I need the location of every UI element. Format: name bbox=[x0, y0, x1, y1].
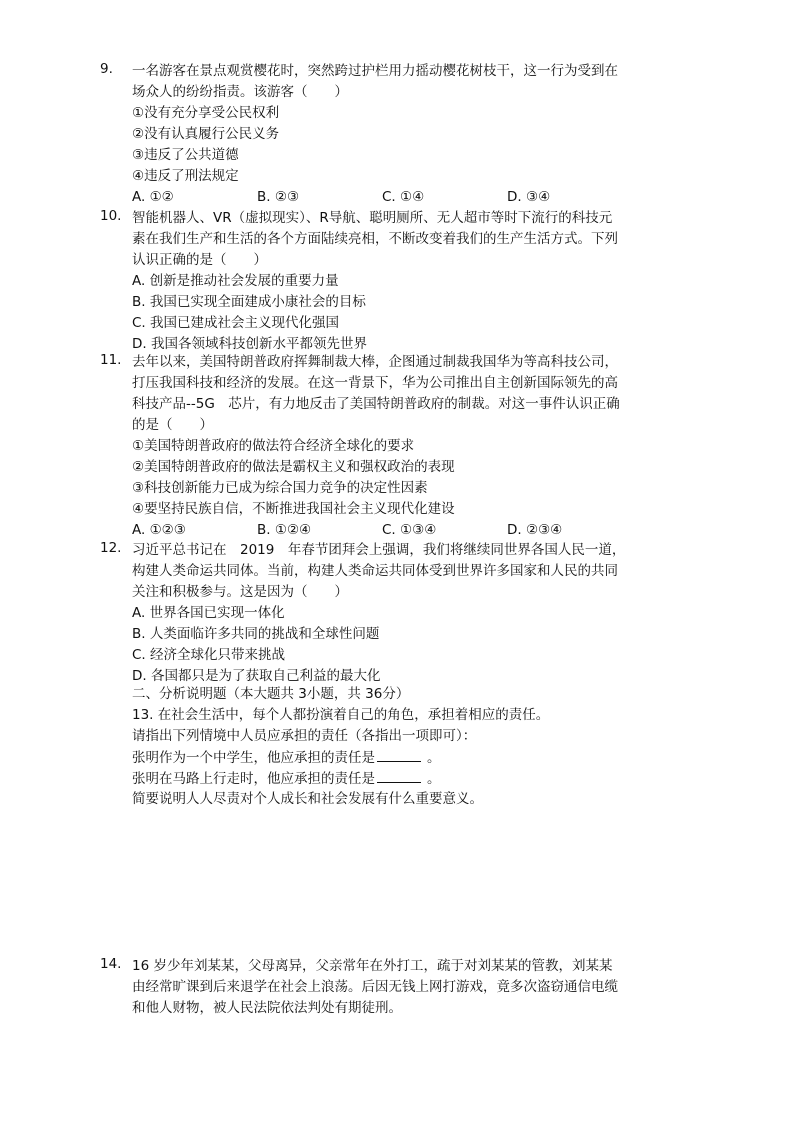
question-stem-line: 素在我们生产和生活的各个方面陆续亮相，不断改变着我们的生产生活方式。下列 bbox=[132, 231, 618, 247]
option-row bbox=[132, 520, 672, 541]
option-d: D. 各国都只是为了获取自己利益的最大化 bbox=[132, 668, 381, 684]
question-stem-line: 去年以来，美国特朗普政府挥舞制裁大棒，企图通过制裁我国华为等高科技公司， bbox=[132, 354, 618, 370]
statement-item: ②没有认真履行公民义务 bbox=[132, 126, 280, 142]
question-13-prompt: 简要说明人人尽责对个人成长和社会发展有什么重要意义。 bbox=[132, 791, 483, 807]
statement-item: ③科技创新能力已成为综合国力竞争的决定性因素 bbox=[132, 480, 428, 496]
option-a: A. ①② bbox=[132, 189, 174, 205]
option-row bbox=[132, 187, 672, 208]
question-14 bbox=[100, 956, 672, 1019]
question-stem-line: 智能机器人、VR（虚拟现实）、R导航、聪明厕所、无人超市等时下流行的科技元 bbox=[132, 210, 613, 226]
statement-item: ①没有充分享受公民权利 bbox=[132, 105, 280, 121]
question-13-fill-line bbox=[132, 768, 441, 789]
option-c: C. 经济全球化只带来挑战 bbox=[132, 647, 286, 663]
question-13-fill-line bbox=[132, 747, 441, 768]
option-d: D. ②③④ bbox=[507, 522, 563, 538]
question-stem-line: 和他人财物，被人民法院依法判处有期徒刑。 bbox=[132, 1000, 402, 1016]
question-number: 12. bbox=[100, 540, 122, 556]
option-b: B. ②③ bbox=[257, 189, 300, 205]
question-stem-line: 认识正确的是（ ） bbox=[132, 252, 267, 268]
question-stem-line: 场众人的纷纷指责。该游客（ ） bbox=[132, 84, 348, 100]
question-number: 9. bbox=[100, 61, 113, 77]
question-stem-line: 的是（ ） bbox=[132, 417, 213, 433]
question-number: 14. bbox=[100, 956, 122, 972]
fill-prompt: 张明作为一个中学生，他应承担的责任是 bbox=[132, 750, 375, 766]
option-d: D. ③④ bbox=[507, 189, 551, 205]
question-13-instruction: 请指出下列情境中人员应承担的责任（各指出一项即可）： bbox=[132, 728, 477, 744]
question-number: 10. bbox=[100, 208, 122, 224]
option-a: A. ①②③ bbox=[132, 522, 186, 538]
answer-blank[interactable] bbox=[377, 747, 421, 762]
section-heading: 二、分析说明题（本大题共 3小题，共 36分） bbox=[132, 686, 410, 702]
option-a: A. 世界各国已实现一体化 bbox=[132, 605, 285, 621]
fill-end-mark: 。 bbox=[427, 750, 441, 766]
option-b: B. 我国已实现全面建成小康社会的目标 bbox=[132, 294, 366, 310]
question-12 bbox=[100, 540, 672, 687]
question-9 bbox=[100, 61, 672, 208]
question-stem-line: 科技产品--5G 芯片，有力地反击了美国特朗普政府的制裁。对这一事件认识正确 bbox=[132, 396, 620, 412]
statement-item: ②美国特朗普政府的做法是霸权主义和强权政治的表现 bbox=[132, 459, 455, 475]
option-b: B. 人类面临许多共同的挑战和全球性问题 bbox=[132, 626, 380, 642]
option-c: C. 我国已建成社会主义现代化强国 bbox=[132, 315, 340, 331]
option-c: C. ①④ bbox=[382, 189, 425, 205]
question-10 bbox=[100, 208, 672, 355]
statement-item: ④违反了刑法规定 bbox=[132, 168, 239, 184]
question-13-stem: 13. 在社会生活中，每个人都扮演着自己的角色，承担着相应的责任。 bbox=[132, 707, 550, 723]
fill-prompt: 张明在马路上行走时，他应承担的责任是 bbox=[132, 771, 375, 787]
question-stem-line: 关注和积极参与。这是因为（ ） bbox=[132, 584, 348, 600]
question-stem-line: 习近平总书记在 2019 年春节团拜会上强调，我们将继续同世界各国人民一道， bbox=[132, 542, 626, 558]
question-stem-line: 一名游客在景点观赏樱花时，突然跨过护栏用力摇动樱花树枝干，这一行为受到在 bbox=[132, 63, 618, 79]
question-stem-line: 由经常旷课到后来退学在社会上浪荡。后因无钱上网打游戏，竟多次盗窃通信电缆 bbox=[132, 979, 618, 995]
statement-item: ④要坚持民族自信，不断推进我国社会主义现代化建设 bbox=[132, 501, 455, 517]
question-11 bbox=[100, 352, 672, 541]
question-stem-line: 构建人类命运共同体。当前，构建人类命运共同体受到世界许多国家和人民的共同 bbox=[132, 563, 618, 579]
fill-end-mark: 。 bbox=[427, 771, 441, 787]
option-d: D. 我国各领域科技创新水平都领先世界 bbox=[132, 336, 367, 352]
statement-item: ①美国特朗普政府的做法符合经济全球化的要求 bbox=[132, 438, 415, 454]
option-c: C. ①③④ bbox=[382, 522, 437, 538]
question-stem-line: 16 岁少年刘某某，父母离异，父亲常年在外打工，疏于对刘某某的管教，刘某某 bbox=[132, 958, 613, 974]
statement-item: ③违反了公共道德 bbox=[132, 147, 239, 163]
option-b: B. ①②④ bbox=[257, 522, 312, 538]
question-number: 11. bbox=[100, 352, 122, 368]
question-stem-line: 打压我国科技和经济的发展。在这一背景下，华为公司推出自主创新国际领先的高 bbox=[132, 375, 618, 391]
answer-blank[interactable] bbox=[377, 768, 421, 783]
option-a: A. 创新是推动社会发展的重要力量 bbox=[132, 273, 339, 289]
